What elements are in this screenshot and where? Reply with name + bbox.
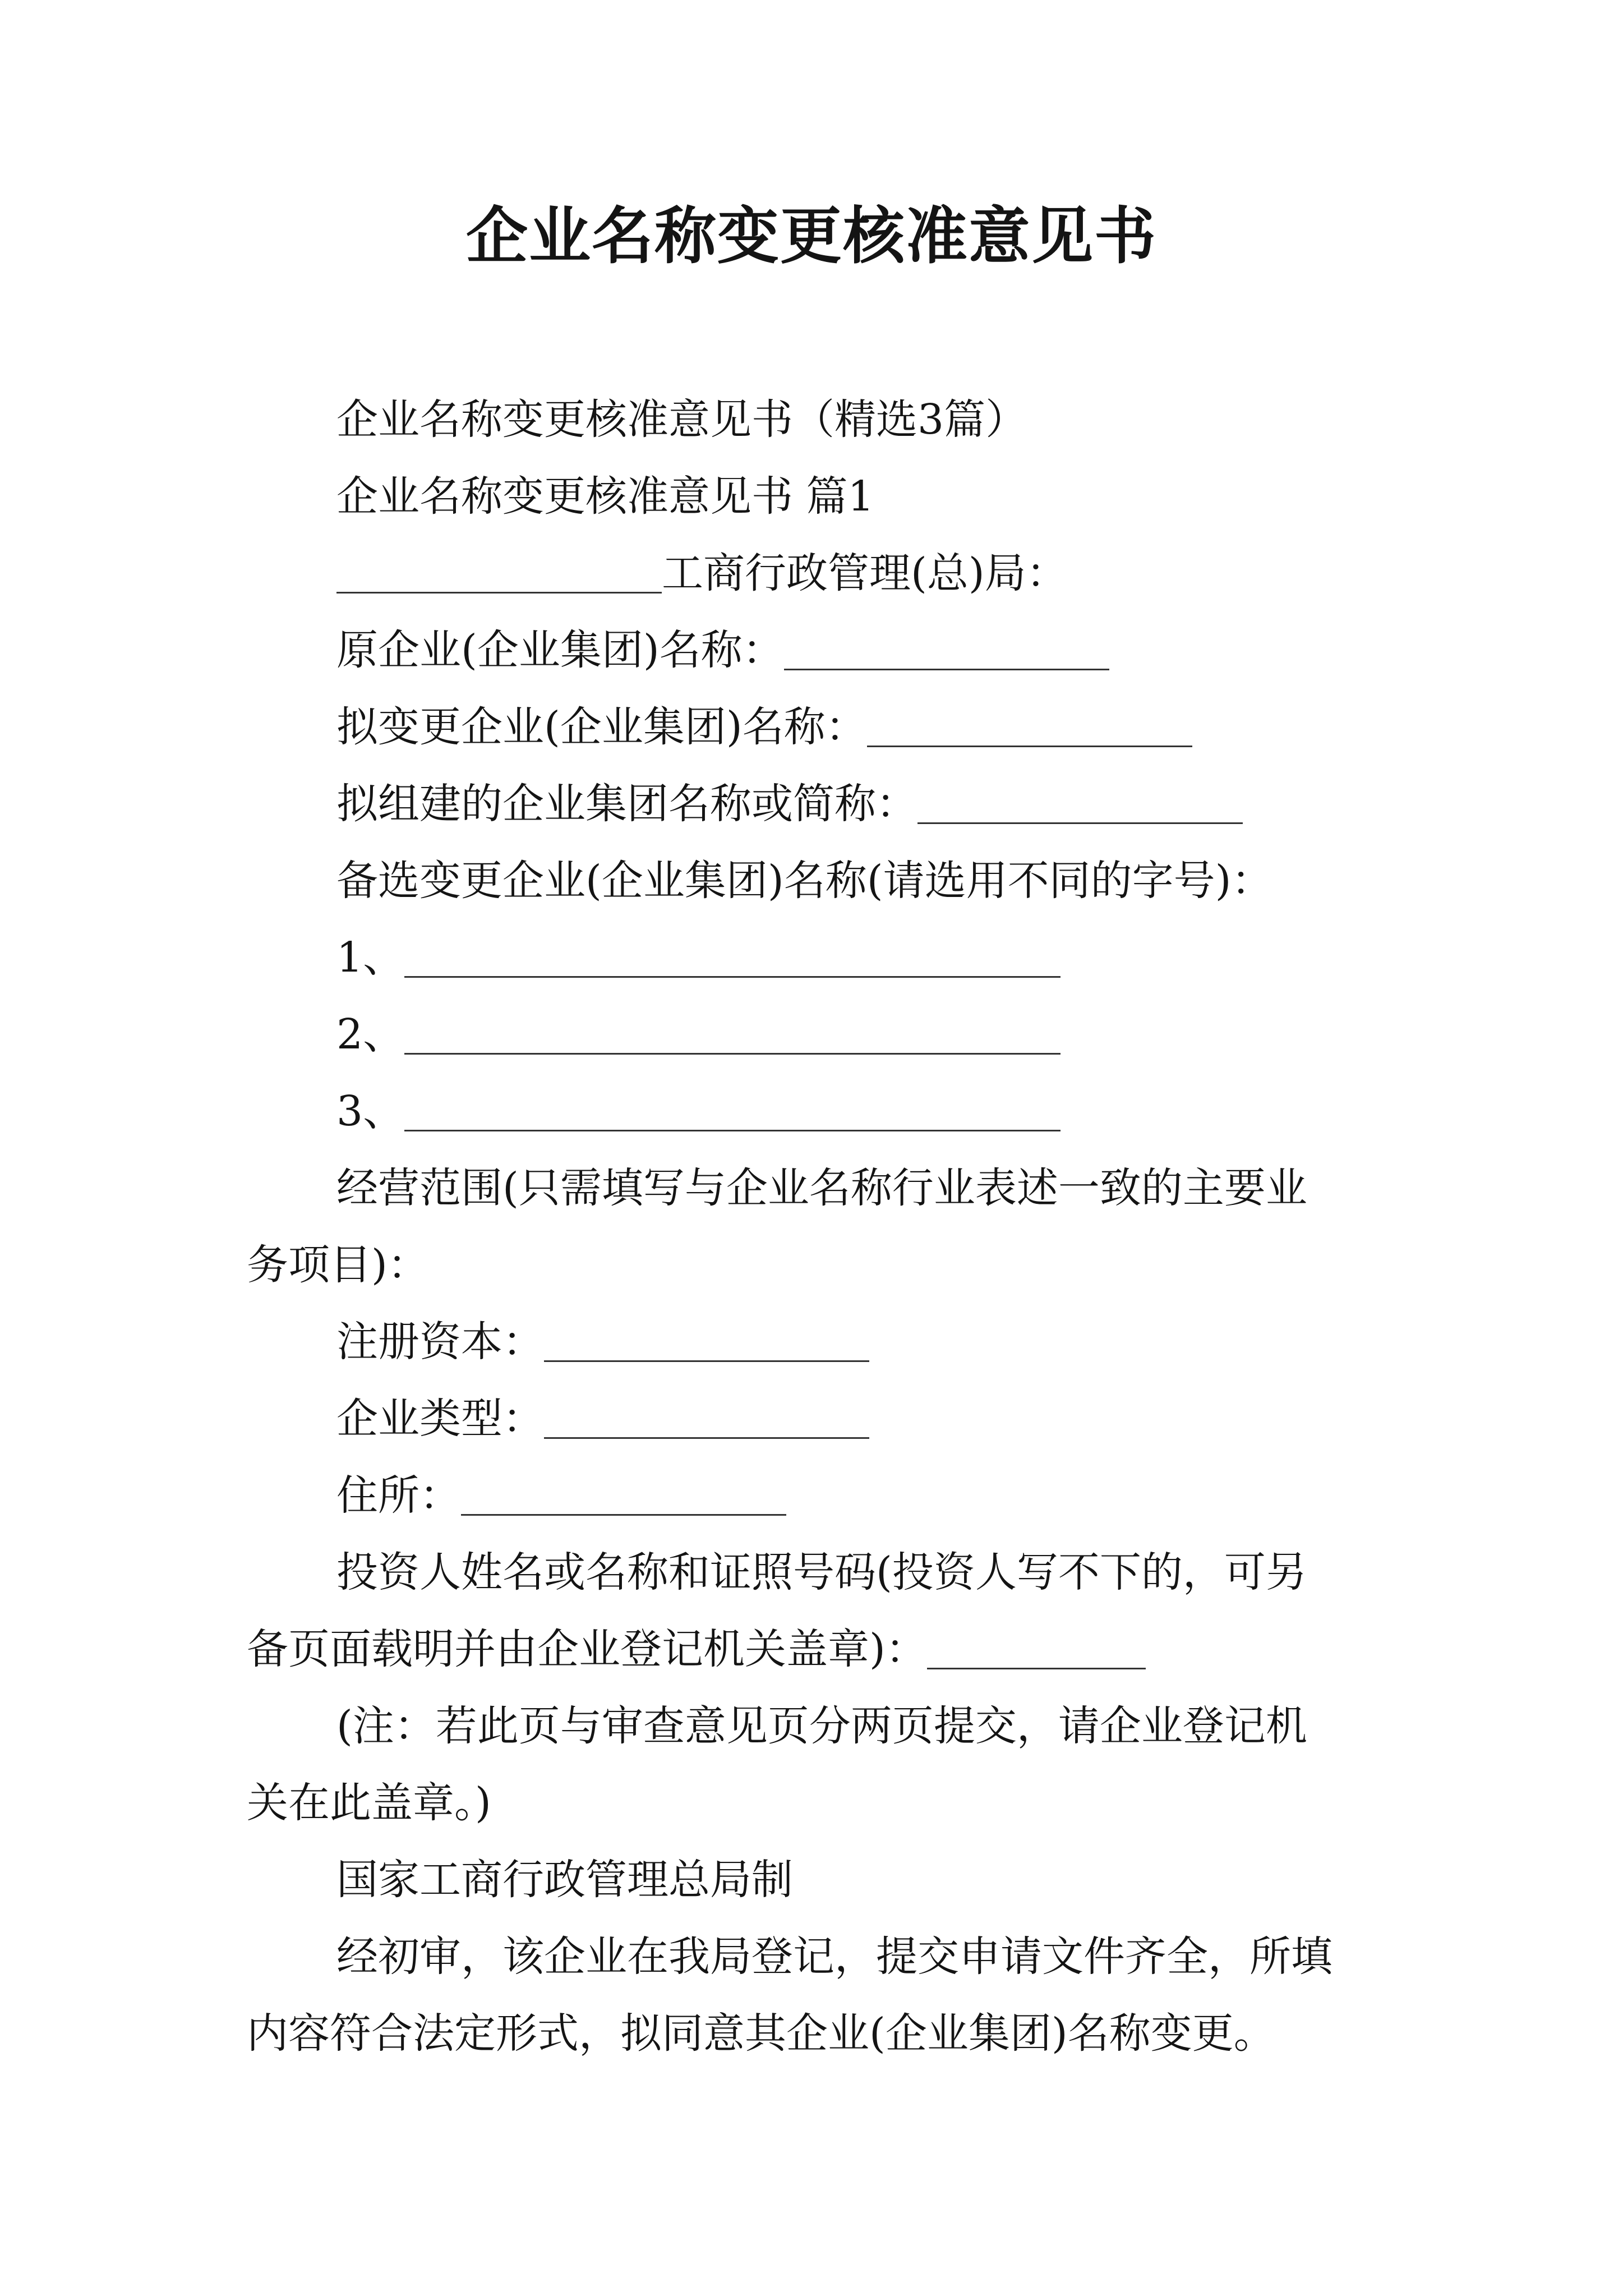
address-line: 住所： [336,1457,786,1534]
registered-capital-line: 注册资本： [336,1304,869,1381]
investor-line: 投资人姓名或名称和证照号码(投资人写不下的，可另 [336,1548,1307,1596]
alternative-names-line: 备选变更企业(企业集团)名称(请选用不同的字号)： [336,857,1273,905]
alternative-name-2-blank [404,1016,1061,1055]
original-name-line: 原企业(企业集团)名称： [336,612,1109,689]
new-name-line: 拟变更企业(企业集团)名称： [336,689,1192,766]
alternative-name-1-blank [404,939,1061,978]
alternative-name-3-blank [404,1093,1061,1132]
business-scope-line-cont: 务项目)： [247,1241,429,1289]
business-scope-line: 经营范围(只需填写与企业名称行业表述一致的主要业 [336,1164,1307,1212]
section-heading: 企业名称变更核准意见书 篇1 [336,472,874,521]
investor-blank [927,1631,1146,1670]
subtitle-line: 企业名称变更核准意见书（精选3篇） [336,395,1027,444]
alternative-name-2: 2、 [336,996,1061,1073]
review-opinion-line: 经初审，该企业在我局登记，提交申请文件齐全，所填 [336,1932,1332,1981]
new-name-blank [867,708,1192,748]
addressee-blank [336,555,662,594]
alternative-name-1: 1、 [336,919,1061,996]
note-line-cont: 关在此盖章。) [247,1779,491,1827]
investor-line-cont: 备页面载明并由企业登记机关盖章)： [247,1611,1146,1688]
issuer-line: 国家工商行政管理总局制 [336,1856,793,1904]
document-title: 企业名称变更核准意见书 [466,200,1157,272]
original-name-blank [784,632,1109,671]
enterprise-type-blank [544,1400,869,1439]
group-name-line: 拟组建的企业集团名称或简称： [336,766,1243,843]
addressee-line: 工商行政管理(总)局： [336,535,1068,612]
group-name-blank [917,785,1243,825]
review-opinion-line-cont: 内容符合法定形式，拟同意其企业(企业集团)名称变更。 [247,2009,1275,2058]
address-blank [461,1477,786,1516]
note-line: (注：若此页与审查意见页分两页提交，请企业登记机 [336,1702,1307,1750]
registered-capital-blank [544,1323,869,1363]
enterprise-type-line: 企业类型： [336,1381,869,1457]
alternative-name-3: 3、 [336,1073,1061,1150]
